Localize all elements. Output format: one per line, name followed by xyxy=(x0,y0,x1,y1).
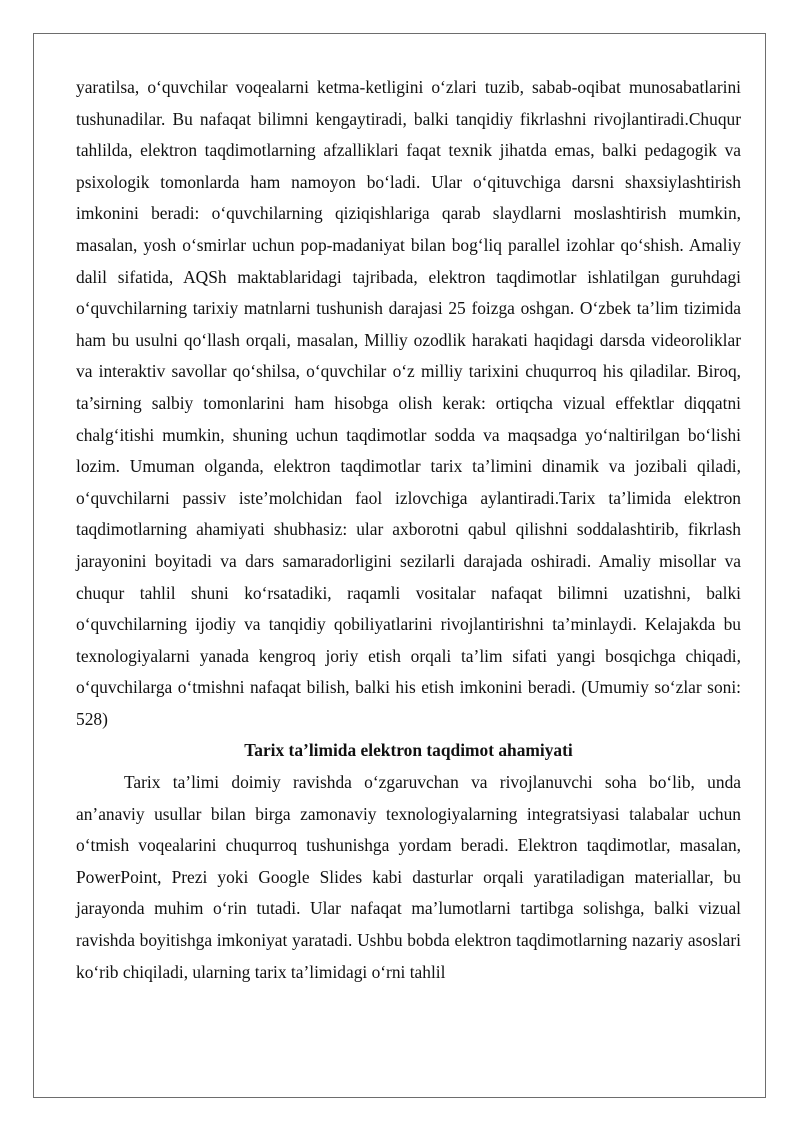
document-body xyxy=(76,72,741,988)
section-heading: Tarix ta’limida elektron taqdimot ahamiyati xyxy=(244,740,573,761)
body-paragraph: Tarix ta’limi doimiy ravishda o‘zgaruvchan va rivojlanuvchi soha bo‘lib, unda an’anaviy usullar bilan birga zamonaviy texnologiyalarning integratsiyasi talabalar uchun o‘tmish voqealarini chuqurroq tushunishga yordam beradi. Elektron taqdimotlar, masalan, PowerPoint, Prezi yoki Google Slides kabi dasturlar orqali yaratiladigan materiallar, bu jarayonda muhim o‘rin tutadi. Ular nafaqat ma’lumotlarni tartibga solishga, balki vizual ravishda boyitishga imkoniyat yaratadi. Ushbu bobda elektron taqdimotlarning nazariy asoslari ko‘rib chiqiladi, ularning tarix ta’limidagi o‘rni tahlil xyxy=(76,772,741,982)
body-paragraph: yaratilsa, o‘quvchilar voqealarni ketma-ketligini o‘zlari tuzib, sabab-oqibat munosabatlarini tushunadilar. Bu nafaqat bilimni kengaytiradi, balki tanqidiy fikrlashni rivojlantiradi.Chuqur tahlilda, elektron taqdimotlarning afzalliklari faqat texnik jihatda emas, balki pedagogik va psixologik tomonlarda ham namoyon bo‘ladi. Ular o‘qituvchiga darsni shaxsiylashtirish imkonini beradi: o‘quvchilarning qiziqishlariga qarab slaydlarni moslashtirish mumkin, masalan, yosh o‘smirlar uchun pop-madaniyat bilan bog‘liq parallel izohlar qo‘shish. Amaliy dalil sifatida, AQSh maktablaridagi tajribada, elektron taqdimotlar ishlatilgan guruhdagi o‘quvchilarning tarixiy matnlarni tushunish darajasi 25 foizga oshgan. O‘zbek ta’lim tizimida ham bu usulni qo‘llash orqali, masalan, Milliy ozodlik harakati haqidagi darsda videoroliklar va interaktiv savollar qo‘shilsa, o‘quvchilar o‘z milliy tarixini chuqurroq his qiladilar. Biroq, ta’sirning salbiy tomonlarini ham hisobga olish kerak: ortiqcha vizual effektlar diqqatni chalg‘itishi mumkin, shuning uchun taqdimotlar sodda va maqsadga yo‘naltirilgan bo‘lishi lozim. Umuman olganda, elektron taqdimotlar tarix ta’limini dinamik va jozibali qiladi, o‘quvchilarni passiv iste’molchidan faol izlovchiga aylantiradi.Tarix ta’limida elektron taqdimotlarning ahamiyati shubhasiz: ular axborotni qabul qilishni soddalashtirib, fikrlash jarayonini boyitadi va dars samaradorligini sezilarli darajada oshiradi. Amaliy misollar va chuqur tahlil shuni ko‘rsatadiki, raqamli vositalar nafaqat bilimni uzatishni, balki o‘quvchilarning ijodiy va tanqidiy qobiliyatlarini rivojlantirishni ta’minlaydi. Kelajakda bu texnologiyalarni yanada kengroq joriy etish orqali ta’lim sifati yangi bosqichga chiqadi, o‘quvchilarga o‘tmishni nafaqat bilish, balki his etish imkonini beradi. (Umumiy so‘zlar soni: 528) xyxy=(76,77,741,729)
